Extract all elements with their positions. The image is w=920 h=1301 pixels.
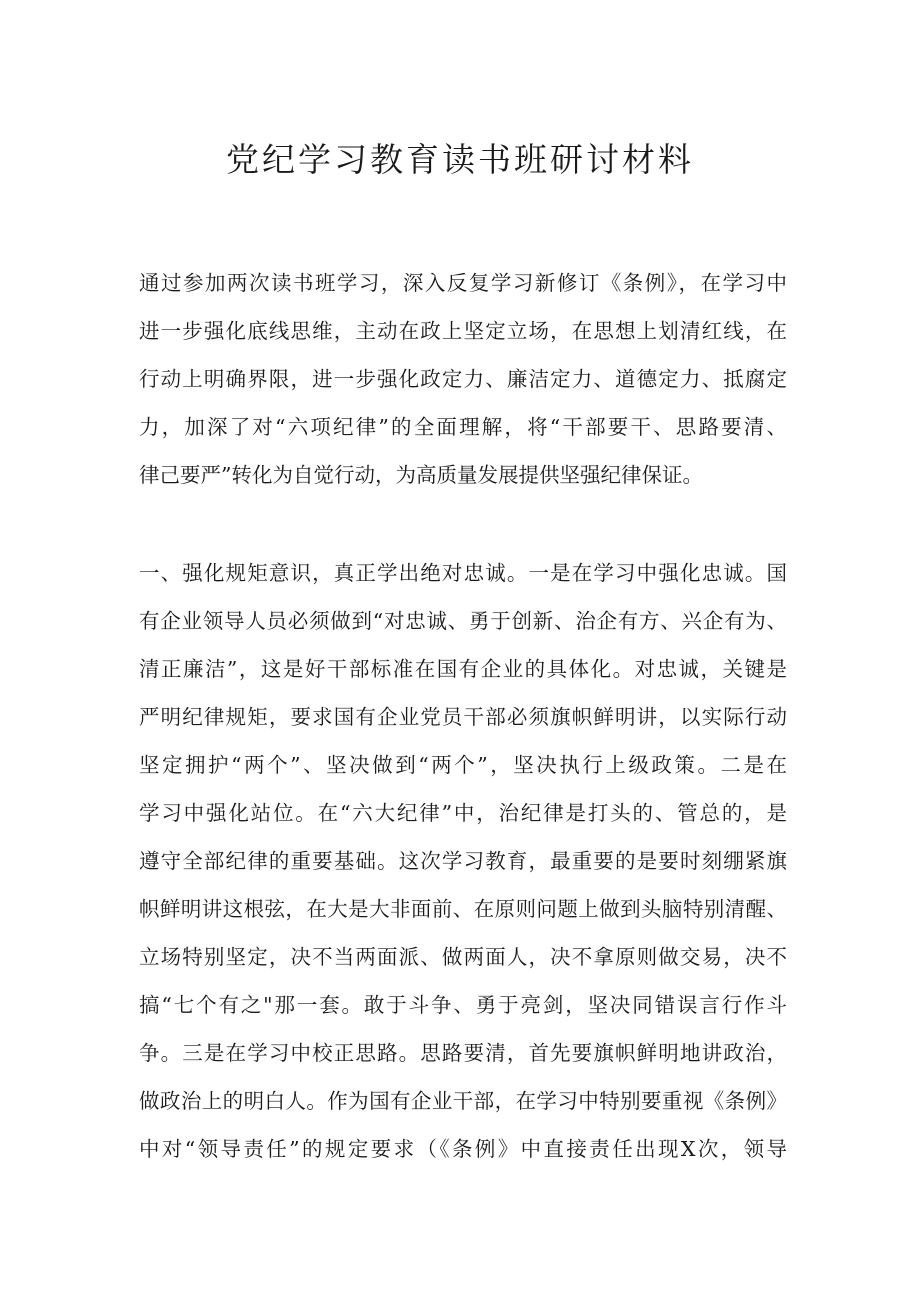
text-line: 争。三是在学习中校正思路。思路要清，首先要旗帜鲜明地讲政治， <box>139 1041 787 1065</box>
text-line: 行动上明确界限，进一步强化政定力、廉洁定力、道德定力、抵腐定 <box>139 367 787 391</box>
paragraph-intro <box>139 259 787 499</box>
document-title: 党纪学习教育读书班研讨材料 <box>226 140 694 179</box>
paragraph-section-one <box>139 549 787 1173</box>
text-line: 立场特别坚定，决不当两面派、做两面人，决不拿原则做交易，决不 <box>139 945 787 969</box>
text-line: 帜鲜明讲这根弦，在大是大非面前、在原则问题上做到头脑特别清醒、 <box>139 897 787 921</box>
text-line: 做政治上的明白人。作为国有企业干部，在学习中特别要重视《条例》 <box>139 1089 787 1113</box>
text-line: 坚定拥护“两个”、坚决做到“两个”，坚决执行上级政策。二是在 <box>139 753 787 777</box>
text-line: 力，加深了对“六项纪律”的全面理解，将“干部要干、思路要清、 <box>139 415 787 439</box>
text-line: 一、强化规矩意识，真正学出绝对忠诚。一是在学习中强化忠诚。国 <box>139 561 787 585</box>
text-line: 通过参加两次读书班学习，深入反复学习新修订《条例》，在学习中 <box>139 271 787 295</box>
text-line: 搞“七个有之"那一套。敢于斗争、勇于亮剑，坚决同错误言行作斗 <box>139 993 787 1017</box>
text-line: 学习中强化站位。在“六大纪律”中，治纪律是打头的、管总的，是 <box>139 801 787 825</box>
text-line: 有企业领导人员必须做到“对忠诚、勇于创新、治企有方、兴企有为、 <box>139 609 787 633</box>
text-line: 严明纪律规矩，要求国有企业党员干部必须旗帜鲜明讲，以实际行动 <box>139 705 787 729</box>
text-line: 中对“领导责任”的规定要求（《条例》中直接责任出现X次，领导 <box>139 1137 787 1161</box>
text-line: 律己要严”转化为自觉行动，为高质量发展提供坚强纪律保证。 <box>139 463 703 487</box>
text-line: 清正廉洁”，这是好干部标准在国有企业的具体化。对忠诚，关键是 <box>139 657 787 681</box>
text-line: 遵守全部纪律的重要基础。这次学习教育，最重要的是要时刻绷紧旗 <box>139 849 787 873</box>
text-line: 进一步强化底线思维，主动在政上坚定立场，在思想上划清红线，在 <box>139 319 787 343</box>
